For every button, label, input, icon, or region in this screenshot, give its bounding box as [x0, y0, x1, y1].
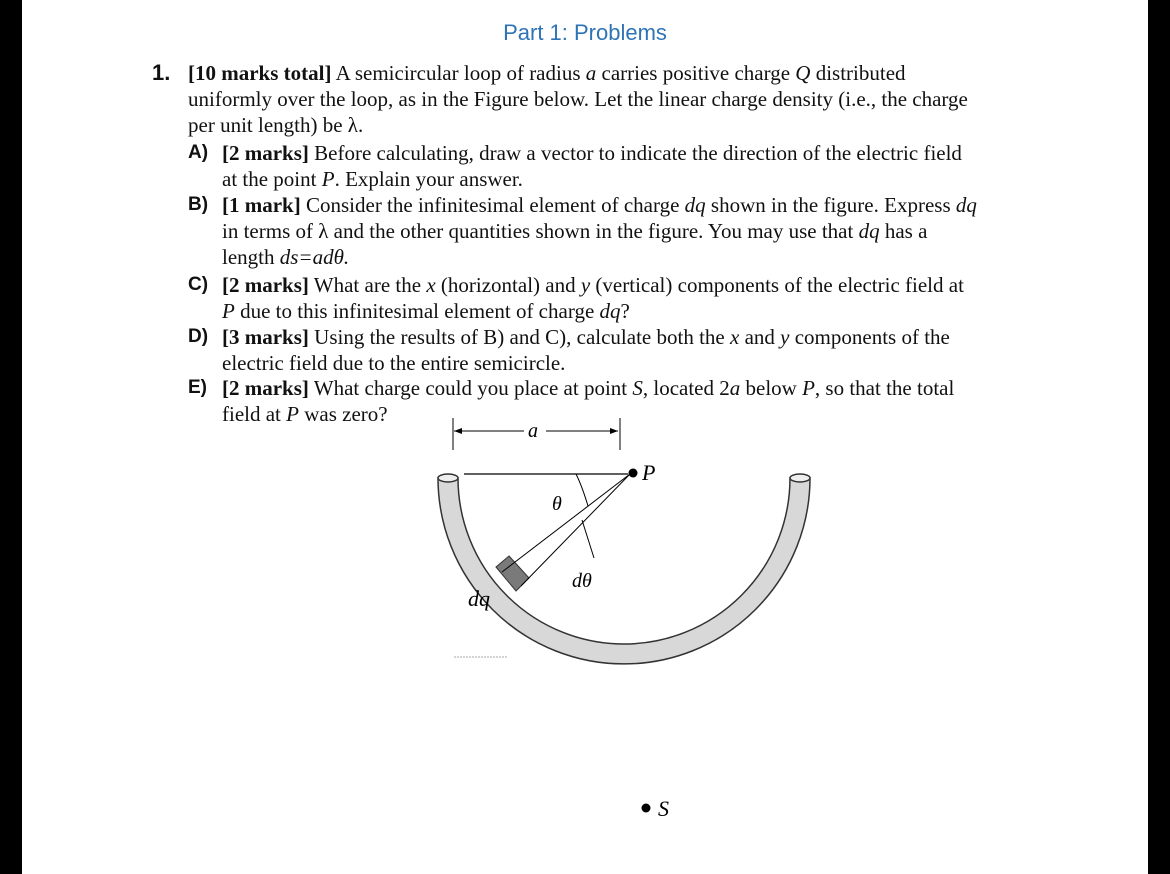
text: length	[222, 245, 275, 269]
part-text	[222, 272, 1032, 324]
intro-text: distributed	[815, 61, 906, 85]
semicircle-figure	[422, 410, 842, 870]
label-a: a	[528, 420, 538, 442]
part-label: C)	[188, 274, 209, 295]
text: (horizontal) and	[440, 273, 576, 297]
var-dq: dq	[858, 219, 880, 243]
text: was zero?	[304, 402, 388, 426]
ray-to-element-1	[502, 474, 630, 572]
text: and	[744, 325, 775, 349]
var-P: P	[222, 299, 235, 323]
text: electric field due to the entire semicircle.	[222, 351, 566, 375]
part-label: A)	[188, 142, 209, 163]
loop-end-cap-right	[790, 474, 810, 482]
dimension-arrow-left	[454, 428, 462, 434]
var-x: x	[426, 273, 436, 297]
part-text	[222, 324, 1032, 376]
problem-number: 1.	[152, 60, 171, 85]
var-y: y	[580, 273, 591, 297]
text: Before calculating, draw a vector to indicate the direction of the electric field	[314, 141, 962, 165]
part-label: E)	[188, 377, 207, 398]
document-page	[22, 0, 1148, 874]
var-S: S	[632, 376, 643, 400]
point-S	[642, 804, 651, 813]
semicircle-loop	[438, 478, 810, 664]
charge-element-dq	[496, 556, 529, 591]
text: Using the results of B) and C), calculate both the	[314, 325, 725, 349]
var-y: y	[780, 325, 790, 349]
part-marks: [2 marks]	[222, 376, 309, 400]
part-marks: [2 marks]	[222, 273, 309, 297]
point-P	[629, 469, 638, 478]
problem-intro	[188, 60, 1048, 138]
text: due to this infinitesimal element of charge	[240, 299, 595, 323]
theta-arc	[576, 474, 588, 506]
intro-line-3: per unit length) be λ.	[188, 113, 364, 137]
text: . Explain your answer.	[334, 167, 523, 191]
intro-text: carries positive charge	[601, 61, 791, 85]
intro-line-1	[188, 60, 1048, 86]
var-a: a	[585, 61, 597, 85]
text: What charge could you place at point	[313, 376, 628, 400]
part-text	[222, 192, 1032, 270]
part-text	[222, 140, 1032, 192]
equation: ds=adθ.	[279, 245, 350, 269]
text: (vertical) components of the electric field at	[595, 273, 964, 297]
text: has a	[884, 219, 928, 243]
text: Consider the infinitesimal element of charge	[305, 193, 680, 217]
dimension-arrow-right	[610, 428, 618, 434]
var-P: P	[321, 167, 335, 191]
part-label: D)	[188, 326, 209, 347]
text: below	[745, 376, 797, 400]
var-P: P	[802, 376, 815, 400]
var-dq: dq	[599, 299, 621, 323]
part-marks: [3 marks]	[222, 325, 309, 349]
label-theta: θ	[552, 493, 562, 515]
label-dq: dq	[468, 586, 490, 611]
problem-marks: [10 marks total]	[188, 61, 332, 85]
text: , so that the total	[814, 376, 955, 400]
part-marks: [1 mark]	[222, 193, 301, 217]
var-a: a	[729, 376, 741, 400]
var-dq: dq	[684, 193, 706, 217]
dtheta-leader-line	[582, 520, 594, 558]
label-dtheta: dθ	[572, 570, 592, 592]
var-x: x	[729, 325, 740, 349]
part-label: B)	[188, 194, 209, 215]
label-P: P	[642, 460, 656, 485]
var-dq: dq	[955, 193, 977, 217]
text: What are the	[313, 273, 422, 297]
text: in terms of λ and the other quantities shown in the figure. You may use that	[222, 219, 854, 243]
text: ?	[620, 299, 630, 323]
label-S: S	[658, 796, 669, 821]
intro-text: A semicircular loop of radius	[335, 61, 581, 85]
text: field at	[222, 402, 281, 426]
intro-line-2: uniformly over the loop, as in the Figure below. Let the linear charge density (i.e., the charge	[188, 87, 968, 111]
text: shown in the figure. Express	[710, 193, 951, 217]
var-Q: Q	[795, 61, 811, 85]
var-P: P	[286, 402, 299, 426]
text: components of the	[794, 325, 950, 349]
part-marks: [2 marks]	[222, 141, 309, 165]
loop-end-cap-left	[438, 474, 458, 482]
text: at the point	[222, 167, 317, 191]
text: , located 2	[642, 376, 730, 400]
section-title: Part 1: Problems	[503, 20, 667, 45]
